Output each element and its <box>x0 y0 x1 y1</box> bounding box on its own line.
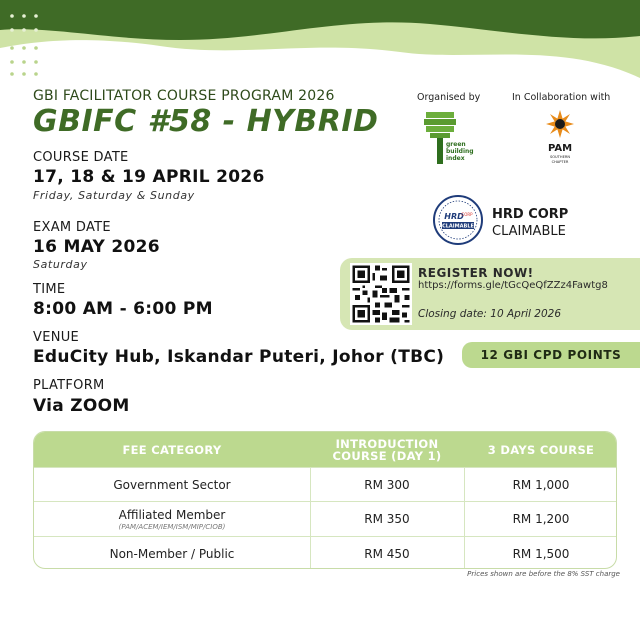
fee-category-cell <box>34 468 310 501</box>
hrd-corp-title: HRD CORP <box>492 207 569 222</box>
table-row <box>34 501 617 536</box>
course-date-label: COURSE DATE <box>33 150 129 165</box>
time-label: TIME <box>33 282 66 297</box>
venue-value: EduCity Hub, Iskandar Puteri, Johor (TBC) <box>33 347 445 367</box>
register-link[interactable]: https://forms.gle/tGcQeQfZZz4Fawtg8 <box>418 280 608 291</box>
closing-date: Closing date: 10 April 2026 <box>418 308 562 320</box>
page-title: GBIFC #58 - HYBRID <box>33 104 379 139</box>
fee-table <box>33 431 617 569</box>
course-days: Friday, Saturday & Sunday <box>33 189 195 202</box>
fee-table-header <box>34 432 617 467</box>
fee-category-label: Non-Member / Public <box>109 546 235 561</box>
intro-fee-cell: RM 350 <box>364 512 410 526</box>
svg-text:SOUTHERN: SOUTHERN <box>549 155 571 159</box>
collaboration-label: In Collaboration with <box>512 92 611 103</box>
svg-text:index: index <box>446 155 465 162</box>
register-now-title: REGISTER NOW! <box>418 266 534 280</box>
svg-text:HRD: HRD <box>444 212 464 221</box>
header-fee-category: FEE CATEGORY <box>122 442 222 457</box>
qr-code-icon[interactable] <box>350 263 412 325</box>
exam-day: Saturday <box>33 258 88 271</box>
header-introduction-course: INTRODUCTION COURSE (DAY 1) <box>332 436 442 463</box>
exam-date-value: 16 MAY 2026 <box>33 237 160 257</box>
program-name: GBI FACILITATOR COURSE PROGRAM 2026 <box>33 88 335 104</box>
fee-category-cell <box>34 537 310 569</box>
table-row <box>34 467 617 501</box>
hrd-corp-claimable: CLAIMABLE <box>492 224 566 239</box>
svg-text:CLAIMABLE: CLAIMABLE <box>442 223 474 230</box>
platform-label: PLATFORM <box>33 378 105 393</box>
dot-pattern <box>8 8 48 78</box>
hrd-corp-badge <box>432 194 484 246</box>
svg-text:building: building <box>446 148 474 155</box>
exam-date-label: EXAM DATE <box>33 220 111 235</box>
time-value: 8:00 AM - 6:00 PM <box>33 299 213 319</box>
header-3-days-course: 3 DAYS COURSE <box>487 442 595 457</box>
intro-fee-cell: RM 300 <box>364 477 410 492</box>
fee-category-cell <box>34 502 310 536</box>
svg-text:CORP: CORP <box>461 212 473 217</box>
svg-text:CHAPTER: CHAPTER <box>551 160 569 164</box>
sst-footnote: Prices shown are before the 8% SST charge <box>467 570 620 578</box>
svg-text:PAM: PAM <box>547 143 573 154</box>
gbi-logo <box>420 110 480 166</box>
full-fee-cell: RM 1,500 <box>512 546 570 561</box>
fee-category-label: Government Sector <box>113 477 231 492</box>
affiliated-members-note: (PAM/ACEM/IEM/ISM/MIP/CIOB) <box>118 522 226 531</box>
intro-fee-cell: RM 450 <box>364 546 410 561</box>
full-fee-cell: RM 1,200 <box>512 512 570 526</box>
course-date-value: 17, 18 & 19 APRIL 2026 <box>33 167 265 187</box>
full-fee-cell: RM 1,000 <box>512 477 570 492</box>
venue-label: VENUE <box>33 330 80 345</box>
platform-value: Via ZOOM <box>33 396 130 416</box>
table-row <box>34 536 617 569</box>
header-wave <box>0 0 640 90</box>
svg-text:green: green <box>446 141 466 148</box>
organised-by-label: Organised by <box>417 92 481 103</box>
fee-category-label: Affiliated Member <box>118 507 226 522</box>
cpd-points-badge: 12 GBI CPD POINTS <box>462 342 640 368</box>
pam-logo <box>538 108 582 164</box>
